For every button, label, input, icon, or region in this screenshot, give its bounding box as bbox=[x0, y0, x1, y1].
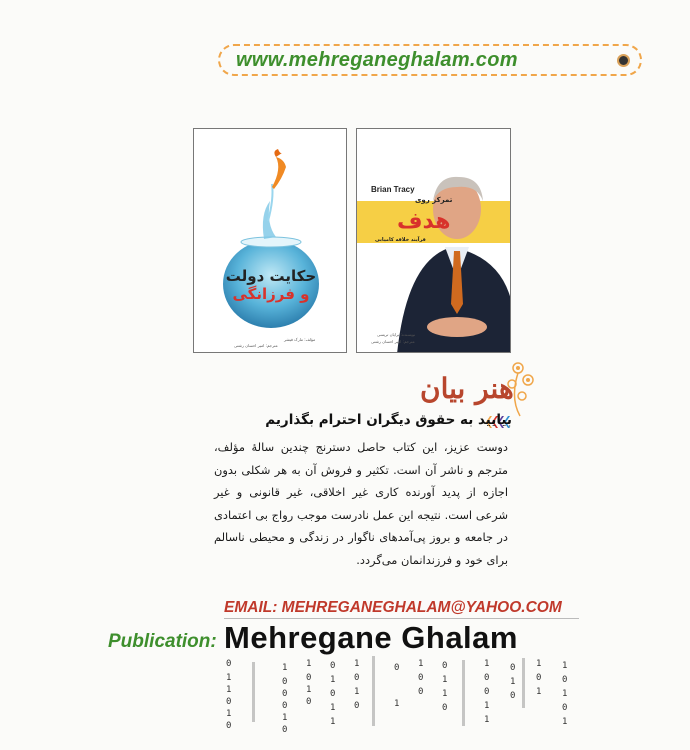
publication-label: Publication: bbox=[108, 631, 217, 652]
fishbowl-illustration bbox=[194, 129, 347, 353]
svg-text:0: 0 bbox=[282, 677, 288, 687]
svg-text:0: 0 bbox=[282, 701, 288, 711]
svg-text:0: 0 bbox=[282, 725, 288, 735]
svg-text:1: 1 bbox=[226, 685, 232, 695]
svg-text:1: 1 bbox=[282, 663, 288, 673]
svg-text:1: 1 bbox=[484, 659, 490, 669]
svg-text:1: 1 bbox=[418, 659, 424, 669]
svg-text:1: 1 bbox=[354, 687, 360, 697]
book-right-subtitle: فرآیند خلاقه کامیابی bbox=[375, 237, 426, 243]
book-right-author-fa: نویسنده: برایان تریسی bbox=[377, 332, 416, 337]
brand-logo: هنر بیان bbox=[420, 372, 514, 405]
svg-text:1: 1 bbox=[442, 675, 448, 685]
svg-text:0: 0 bbox=[306, 673, 312, 683]
svg-text:0: 0 bbox=[226, 697, 232, 707]
svg-text:1: 1 bbox=[226, 709, 232, 719]
book-left-translator: مترجم: امیر احسان رشتی bbox=[234, 343, 278, 348]
svg-text:0: 0 bbox=[354, 673, 360, 683]
svg-text:1: 1 bbox=[282, 713, 288, 723]
svg-text:0: 0 bbox=[510, 691, 516, 701]
svg-text:0: 0 bbox=[354, 701, 360, 711]
book-right-author-en: Brian Tracy bbox=[371, 185, 415, 194]
svg-text:0: 0 bbox=[484, 687, 490, 697]
svg-text:0: 0 bbox=[330, 661, 336, 671]
bullet-icon bbox=[617, 54, 630, 67]
svg-text:0: 0 bbox=[442, 703, 448, 713]
svg-text:1: 1 bbox=[330, 717, 336, 727]
svg-text:0: 0 bbox=[394, 663, 400, 673]
website-url-bar[interactable] bbox=[218, 44, 642, 76]
publisher-name: Mehregane Ghalam bbox=[224, 620, 518, 655]
svg-text:1: 1 bbox=[562, 717, 568, 727]
svg-text:1: 1 bbox=[226, 673, 232, 683]
svg-text:1: 1 bbox=[484, 715, 490, 725]
notice-heading: بیایید به حقوق دیگران احترام بگذاریم bbox=[265, 412, 512, 428]
svg-text:0: 0 bbox=[226, 721, 232, 731]
svg-text:0: 0 bbox=[282, 689, 288, 699]
binary-code-decoration bbox=[222, 656, 582, 736]
book-left-author: مؤلف: مارک فیشر bbox=[284, 337, 316, 342]
svg-text:1: 1 bbox=[536, 659, 542, 669]
svg-text:1: 1 bbox=[330, 675, 336, 685]
notice-body: دوست عزیز، این کتاب حاصل دسترنج چندین سالهٔ مؤلف، مترجم و ناشر آن است. تکثیر و فروش آن به هر شکلی بدون اجازه از پدید آورنده کاری غیر اخلاقی، غیر قانونی و غیر شرعی است. نتیجه این عمل نادرست موجب رواج بی اعتمادی در جامعه و بروز پی‌آمدهای ناگوار در زندگی و محیطی ناسالم برای خود و فرزندانمان می‌گردد. bbox=[214, 440, 508, 567]
book-left-title: حکایت دولت و فرزانگی bbox=[225, 267, 317, 303]
svg-text:0: 0 bbox=[330, 689, 336, 699]
website-url[interactable]: www.mehreganeghalam.com bbox=[236, 48, 518, 71]
svg-text:1: 1 bbox=[306, 685, 312, 695]
svg-text:0: 0 bbox=[562, 703, 568, 713]
book-cover-right bbox=[356, 128, 511, 353]
svg-text:1: 1 bbox=[394, 699, 400, 709]
divider bbox=[224, 618, 579, 619]
svg-text:0: 0 bbox=[226, 659, 232, 669]
svg-text:1: 1 bbox=[536, 687, 542, 697]
svg-text:0: 0 bbox=[442, 661, 448, 671]
svg-text:0: 0 bbox=[562, 675, 568, 685]
svg-text:1: 1 bbox=[484, 701, 490, 711]
book-right-translator: مترجم: امیر احسان رشتی bbox=[371, 339, 415, 344]
svg-text:0: 0 bbox=[418, 687, 424, 697]
book-right-series: تمرکز روی bbox=[415, 196, 453, 204]
svg-text:1: 1 bbox=[510, 677, 516, 687]
svg-text:0: 0 bbox=[418, 673, 424, 683]
book-cover-left bbox=[193, 128, 347, 353]
svg-text:1: 1 bbox=[442, 689, 448, 699]
email-address[interactable]: EMAIL: MEHREGANEGHALAM@YAHOO.COM bbox=[224, 599, 562, 616]
svg-text:1: 1 bbox=[354, 659, 360, 669]
svg-text:1: 1 bbox=[562, 689, 568, 699]
svg-text:0: 0 bbox=[484, 673, 490, 683]
svg-text:0: 0 bbox=[510, 663, 516, 673]
svg-text:1: 1 bbox=[330, 703, 336, 713]
svg-text:1: 1 bbox=[562, 661, 568, 671]
svg-text:0: 0 bbox=[536, 673, 542, 683]
svg-text:0: 0 bbox=[306, 697, 312, 707]
svg-text:1: 1 bbox=[306, 659, 312, 669]
book-right-title: هدف bbox=[397, 209, 451, 234]
